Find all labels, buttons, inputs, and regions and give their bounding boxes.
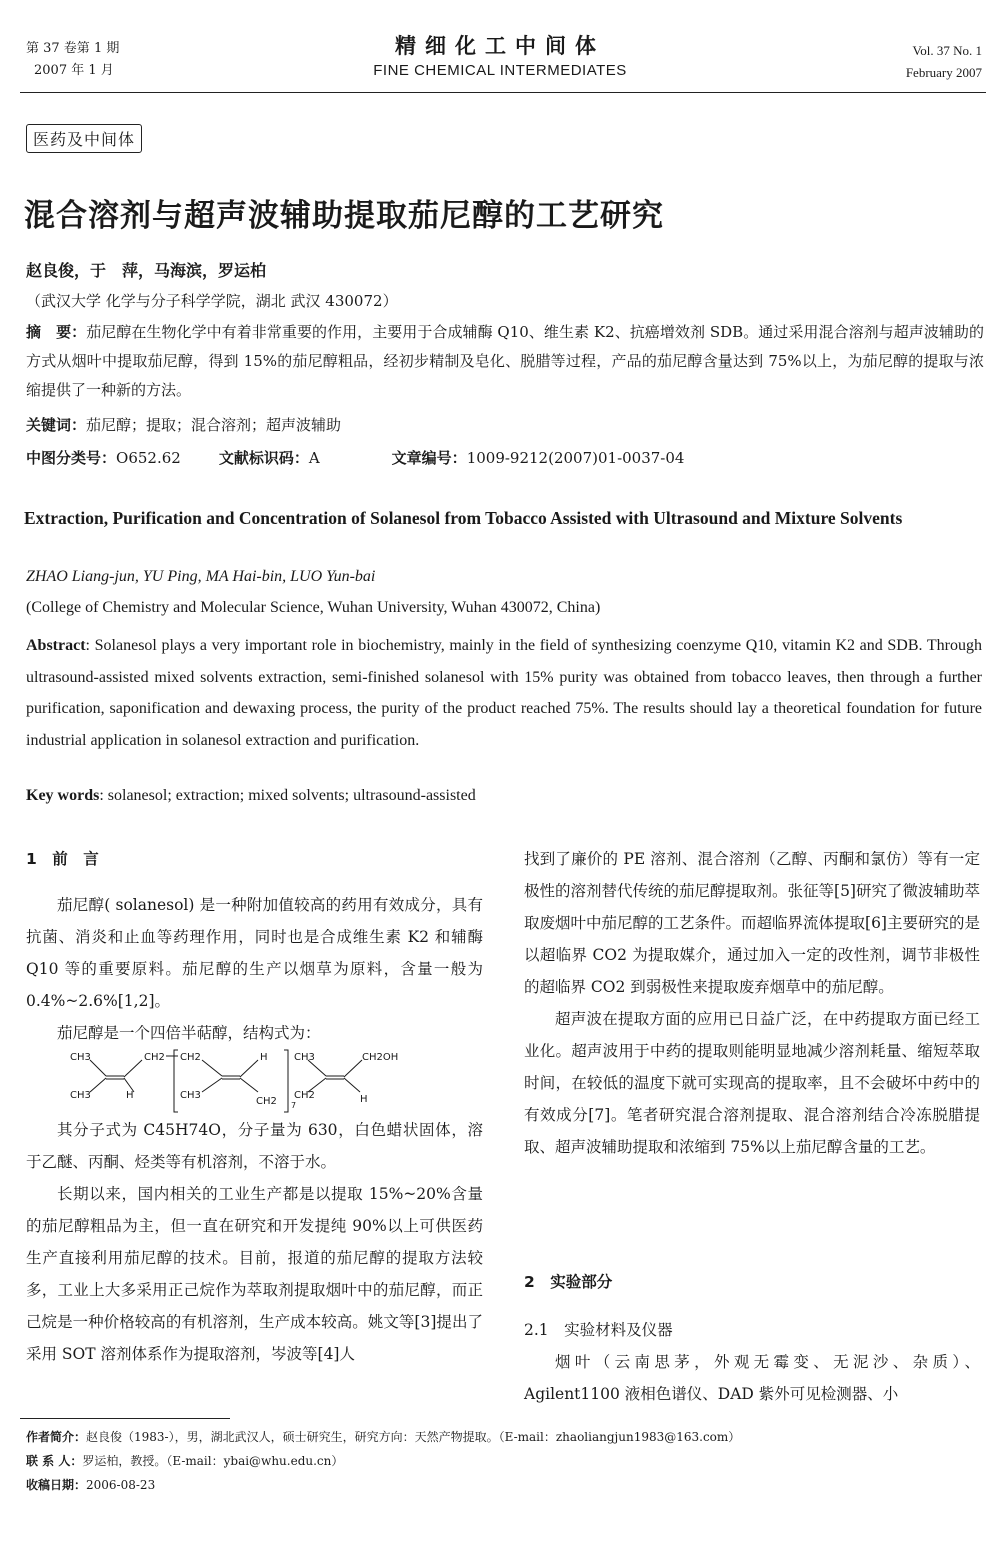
intro-paragraph-4: 长期以来，国内相关的工业生产都是以提取 15%~20%含量的茄尼醇粗品为主，但一直在研究和开发提纯 90%以上可供医药生产直接利用茄尼醇的技术。目前，报道的茄尼醇的提取方法较多，工业上大多采用正己烷作为萃取剂提取烟叶中的茄尼醇，而正己烷是一种价格较高的有机溶剂，生产成本较高。姚文等[3]提出了采用 SOT 溶剂体系作为提取溶剂，岑波等[4]人 <box>26 1185 483 1363</box>
keywords-cn-text: 茄尼醇；提取；混合溶剂；超声波辅助 <box>86 416 342 434</box>
abstract-cn-text: 茄尼醇在生物化学中有着非常重要的作用，主要用于合成辅酶 Q10、维生素 K2、抗癌增效剂 SDB。通过采用混合溶剂与超声波辅助的方式从烟叶中提取茄尼醇，得到 15%的茄尼醇粗品，经初步精制及皂化、脱腊等过程，产品的茄尼醇含量达到 75%以上，为茄尼醇的提取与浓缩提供了一种新的方法。 <box>26 323 984 399</box>
author-bio <box>26 1426 740 1448</box>
struct-label-ch3-c: CH3 <box>180 1090 201 1101</box>
contact-label: 联 系 人： <box>26 1454 83 1468</box>
volume-en: Vol. 37 No. 1 <box>912 43 982 58</box>
author-bio-label: 作者简介： <box>26 1430 87 1444</box>
article-id-label: 文章编号： <box>391 449 467 467</box>
issue-info-en <box>906 40 982 84</box>
paper-title-en: Extraction, Purification and Concentration of Solanesol from Tobacco Assisted with Ultrasound and Mixture Solvents <box>24 508 903 528</box>
authors-cn: 赵良俊，于 萍，马海滨，罗运柏 <box>26 261 267 280</box>
intro-paragraph-1: 茄尼醇( solanesol) 是一种附加值较高的药用有效成分，具有抗菌、消炎和止血等药理作用，同时也是合成维生素 K2 和辅酶 Q10 等的重要原料。茄尼醇的生产以烟草为原料，含量一般为 0.4%~2.6%[1,2]。 <box>26 896 483 1010</box>
keywords-cn <box>26 414 341 435</box>
date-en: February 2007 <box>905 65 982 80</box>
abstract-cn <box>26 318 984 405</box>
section-1-heading: 1 前 言 <box>26 850 99 868</box>
contact-person <box>26 1450 343 1472</box>
keywords-en-text: solanesol; extraction; mixed solvents; ultrasound-assisted <box>107 787 476 804</box>
intro-paragraph-6: 超声波在提取方面的应用已日益广泛，在中药提取方面已经工业化。超声波用于中药的提取则能明显地减少溶剂耗量、缩短萃取时间，在较低的温度下就可实现高的提取率，且不会破坏中药中的有效成分[7]。笔者研究混合溶剂提取、混合溶剂结合冷冻脱腊提取、超声波辅助提取和浓缩到 75%以上茄尼醇含量的工艺。 <box>524 1010 980 1156</box>
section-2-heading: 2 实验部分 <box>524 1273 613 1291</box>
struct-label-ch3-d: CH3 <box>294 1052 315 1063</box>
intro-paragraph-3: 其分子式为 C45H74O，分子量为 630，白色蜡状固体，溶于乙醚、丙酮、烃类等有机溶剂，不溶于水。 <box>26 1121 483 1171</box>
abstract-en-label: Abstract <box>26 637 86 654</box>
left-col-p1 <box>26 889 483 1049</box>
journal-masthead <box>0 32 1000 82</box>
received-label: 收稿日期： <box>26 1478 87 1492</box>
column-tag: 医药及中间体 <box>26 124 142 153</box>
doc-code-label: 文献标识码： <box>218 449 309 467</box>
intro-paragraph-2: 茄尼醇是一个四倍半萜醇，结构式为： <box>57 1024 321 1042</box>
authors-en: ZHAO Liang-jun, YU Ping, MA Hai-bin, LUO Yun-bai <box>26 568 376 585</box>
classification-line <box>26 447 684 468</box>
article-id-value: 1009-9212(2007)01-0037-04 <box>466 449 685 467</box>
volume-cn: 第 37 卷第 1 期 <box>26 41 120 56</box>
abstract-cn-label: 摘 要： <box>26 323 87 341</box>
date-cn: 2007 年 1 月 <box>34 63 114 78</box>
right-col-top <box>524 843 980 1163</box>
footnote-rule <box>20 1418 230 1419</box>
clc-label: 中图分类号： <box>26 449 117 467</box>
struct-label-h-b: H <box>260 1052 268 1063</box>
header-rule <box>20 92 986 93</box>
affiliation-cn: （武汉大学 化学与分子科学学院，湖北 武汉 430072） <box>26 292 398 310</box>
doc-code-value: A <box>308 449 320 467</box>
keywords-en-label: Key words <box>26 787 100 804</box>
abstract-en: Abstract: Solanesol plays a very important role in biochemistry, mainly in the field of synthesizing coenzyme Q10, vitamin K2 and SDB. Through ultrasound-assisted mixed solvents extraction, semi-finished solanesol with 15% purity was obtained from tobacco leaves, then through a further purification, saponification and dewaxing process, the purity of the product reached 75%. The results should lay a theoretical foundation for future industrial application in solanesol extraction and purification. <box>26 637 982 749</box>
keywords-cn-label: 关键词： <box>26 416 87 434</box>
struct-label-h-a: H <box>126 1090 134 1101</box>
intro-paragraph-5: 找到了廉价的 PE 溶剂、混合溶剂（乙醇、丙酮和氯仿）等有一定极性的溶剂替代传统的茄尼醇提取剂。张征等[5]研究了微波辅助萃取废烟叶中茄尼醇的工艺条件。而超临界流体提取[6]主要研究的是以超临界 CO2 为提取媒介，通过加入一定的改性剂，调节非极性的超临界 CO2 到弱极性来提取废弃烟草中的茄尼醇。 <box>524 850 980 996</box>
struct-label-h-c: H <box>360 1094 368 1105</box>
struct-label-ch2oh: CH2OH <box>362 1052 399 1063</box>
received-date <box>26 1474 155 1496</box>
struct-repeat-count: 7 <box>291 1101 297 1110</box>
struct-label-ch2-d: CH2 <box>294 1090 315 1101</box>
journal-name-cn: 精细化工中间体 <box>395 34 605 58</box>
paper-title-cn: 混合溶剂与超声波辅助提取茄尼醇的工艺研究 <box>24 198 664 234</box>
clc-value: O652.62 <box>116 449 181 467</box>
struct-label-ch2-a: CH2 <box>144 1052 165 1063</box>
left-col-p3 <box>26 1114 483 1370</box>
abstract-en-text: Solanesol plays a very important role in biochemistry, mainly in the field of synthesizing coenzyme Q10, vitamin K2 and SDB. Through ultrasound-assisted mixed solvents extraction, semi-finished solanesol with 15% purity was obtained from tobacco leaves, then through a further purification, saponification and dewaxing process, the purity of the product reached 75%. The results should lay a theoretical foundation for future industrial application in solanesol extraction and purification. <box>26 637 982 749</box>
solanesol-structure <box>62 1048 462 1114</box>
struct-label-ch2-b: CH2 <box>180 1052 201 1063</box>
struct-label-ch3-b: CH3 <box>70 1090 91 1101</box>
received-text: 2006-08-23 <box>86 1478 156 1492</box>
right-col-materials <box>524 1346 980 1410</box>
struct-label-ch3-a: CH3 <box>70 1052 91 1063</box>
materials-paragraph: 烟叶（云南思茅，外观无霉变、无泥沙、杂质）、Agilent1100 液相色谱仪、DAD 紫外可见检测器、小 <box>524 1353 980 1403</box>
section-2-1-heading: 2.1 实验材料及仪器 <box>524 1321 673 1339</box>
struct-label-ch2-c: CH2 <box>256 1096 277 1107</box>
author-bio-text: 赵良俊（1983-），男，湖北武汉人，硕士研究生，研究方向：天然产物提取。（E-mail：zhaoliangjun1983@163.com） <box>86 1430 741 1444</box>
contact-text: 罗运柏，教授。（E-mail：ybai@whu.edu.cn） <box>82 1454 344 1468</box>
affiliation-en: (College of Chemistry and Molecular Science, Wuhan University, Wuhan 430072, China) <box>26 599 601 616</box>
keywords-en: Key words: solanesol; extraction; mixed solvents; ultrasound-assisted <box>26 787 476 804</box>
journal-name-en: FINE CHEMICAL INTERMEDIATES <box>373 62 627 79</box>
